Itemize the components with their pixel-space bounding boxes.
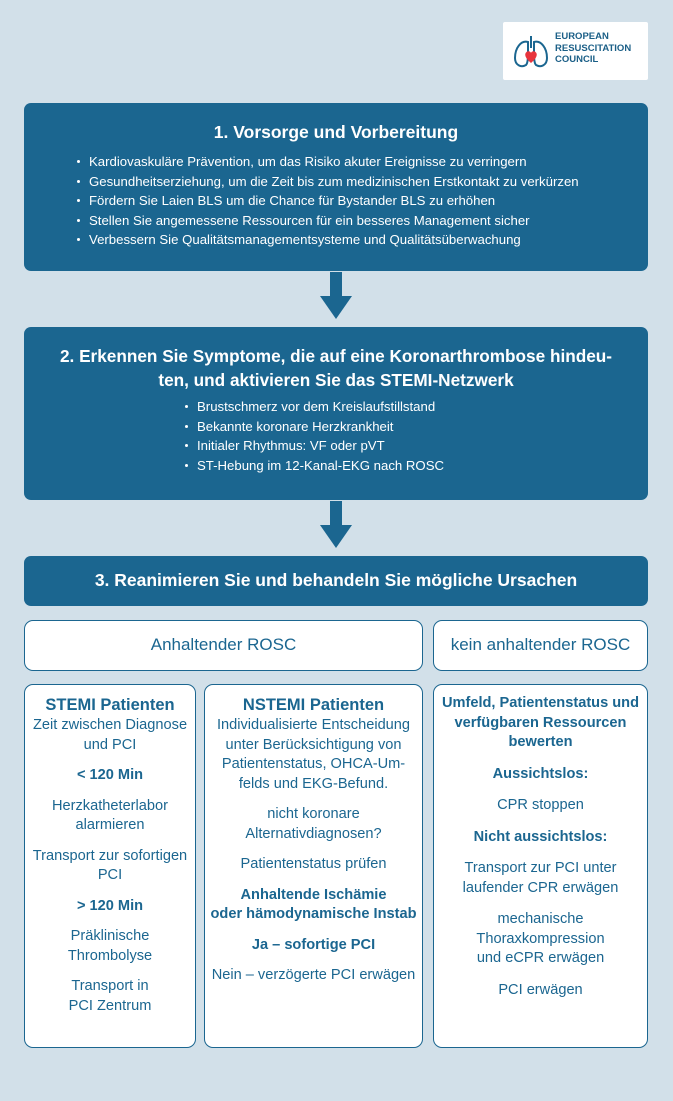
logo-line-1: EUROPEAN xyxy=(555,31,609,42)
down-arrow-icon xyxy=(320,272,352,320)
logo-line-2: RESUSCITATION xyxy=(555,42,632,54)
nstemi-text: Patientenstatus, OHCA-Um- xyxy=(221,756,406,772)
nstemi-text: felds und EKG-Befund. xyxy=(238,775,389,792)
nstemi-text: Alternativdiagnosen? xyxy=(245,825,382,842)
stemi-text: Transport zur sofortigen xyxy=(32,847,188,864)
no-rosc-text: Thoraxkompression xyxy=(476,930,605,947)
no-rosc-text: mechanische xyxy=(497,911,584,927)
step3-panel xyxy=(24,556,648,606)
stemi-text: Herzkatheterlabor xyxy=(52,797,168,814)
nstemi-column xyxy=(204,684,423,1048)
step2-bullet: Bekannte koronare Herzkrankheit xyxy=(181,417,648,437)
nstemi-text: Anhaltende Ischämie xyxy=(240,886,387,903)
stemi-text: und PCI xyxy=(83,736,137,753)
step2-title-line-2: ten, und aktivieren Sie das STEMI-Netzwerk xyxy=(158,370,514,390)
step3-title: 3. Reanimieren Sie und behandeln Sie mögliche Ursachen xyxy=(94,570,578,590)
stemi-title: STEMI Patienten xyxy=(45,696,175,714)
stemi-text: alarmieren xyxy=(75,817,145,833)
nstemi-text: Ja – sofortige PCI xyxy=(251,936,376,953)
logo-line-3: COUNCIL xyxy=(555,54,599,65)
step1-bullet: Fördern Sie Laien BLS um die Chance für Bystander BLS zu erhöhen xyxy=(73,191,648,211)
stemi-text: Präklinische xyxy=(70,928,150,944)
no-rosc-text: verfügbaren Ressourcen xyxy=(454,714,627,731)
step2-bullet: ST-Hebung im 12-Kanal-EKG nach ROSC xyxy=(181,456,648,476)
stemi-threshold-over: > 120 Min xyxy=(76,897,144,914)
lungs-heart-icon xyxy=(511,32,551,72)
no-rosc-text: PCI erwägen xyxy=(498,981,583,998)
step2-bullet-list xyxy=(181,397,648,475)
step1-bullet: Stellen Sie angemessene Ressourcen für ein besseres Management sicher xyxy=(73,211,648,231)
step1-bullet-list xyxy=(73,152,648,250)
stemi-text: PCI Zentrum xyxy=(68,997,152,1014)
stemi-text: Zeit zwischen Diagnose xyxy=(32,717,188,733)
nstemi-text: Nein – verzögerte PCI erwägen xyxy=(211,967,416,983)
step2-bullet: Initialer Rhythmus: VF oder pVT xyxy=(181,436,648,456)
no-rosc-text: Umfeld, Patientenstatus und xyxy=(441,695,640,711)
step1-title: 1. Vorsorge und Vorbereitung xyxy=(213,122,459,142)
nstemi-text: Patientenstatus prüfen xyxy=(240,856,387,872)
nstemi-text: unter Berücksichtigung von xyxy=(225,736,402,753)
no-rosc-text: CPR stoppen xyxy=(497,797,584,813)
step2-panel xyxy=(24,327,648,500)
no-rosc-text: Nicht aussichtslos: xyxy=(473,828,608,845)
nstemi-text: nicht koronare xyxy=(267,806,360,822)
no-rosc-text: bewerten xyxy=(508,734,573,750)
step1-bullet: Kardiovaskuläre Prävention, um das Risiko akuter Ereignisse zu verringern xyxy=(73,152,648,172)
no-rosc-text: Transport zur PCI unter xyxy=(464,860,617,876)
stemi-text: Transport in xyxy=(71,978,149,994)
stemi-text: Thrombolyse xyxy=(67,947,153,964)
no-sustained-rosc-label: kein anhaltender ROSC xyxy=(450,635,631,654)
step2-title-line-1: 2. Erkennen Sie Symptome, die auf eine Koronarthrombose hindeu- xyxy=(59,346,612,366)
no-rosc-text: laufender CPR erwägen xyxy=(462,879,619,896)
sustained-rosc-label: Anhaltender ROSC xyxy=(150,635,297,654)
down-arrow-icon xyxy=(320,501,352,549)
step1-bullet: Gesundheitserziehung, um die Zeit bis zum medizinischen Erstkontakt zu verkürzen xyxy=(73,172,648,192)
nstemi-text: oder hämodynamische Instab xyxy=(210,906,417,922)
stemi-column xyxy=(24,684,196,1048)
no-rosc-column xyxy=(433,684,648,1048)
nstemi-title: NSTEMI Patienten xyxy=(242,696,385,714)
step1-bullet: Verbessern Sie Qualitätsmanagementsysteme und Qualitätsüberwachung xyxy=(73,230,648,250)
sustained-rosc-box xyxy=(24,620,423,671)
stemi-text: PCI xyxy=(97,867,123,883)
step2-bullet: Brustschmerz vor dem Kreislaufstillstand xyxy=(181,397,648,417)
erc-logo xyxy=(503,22,648,80)
no-sustained-rosc-box xyxy=(433,620,648,671)
no-rosc-text: Aussichtslos: xyxy=(492,765,589,782)
no-rosc-text: und eCPR erwägen xyxy=(476,950,605,966)
stemi-threshold-under: < 120 Min xyxy=(76,767,144,783)
step1-panel xyxy=(24,103,648,271)
nstemi-text: Individualisierte Entscheidung xyxy=(216,717,411,733)
